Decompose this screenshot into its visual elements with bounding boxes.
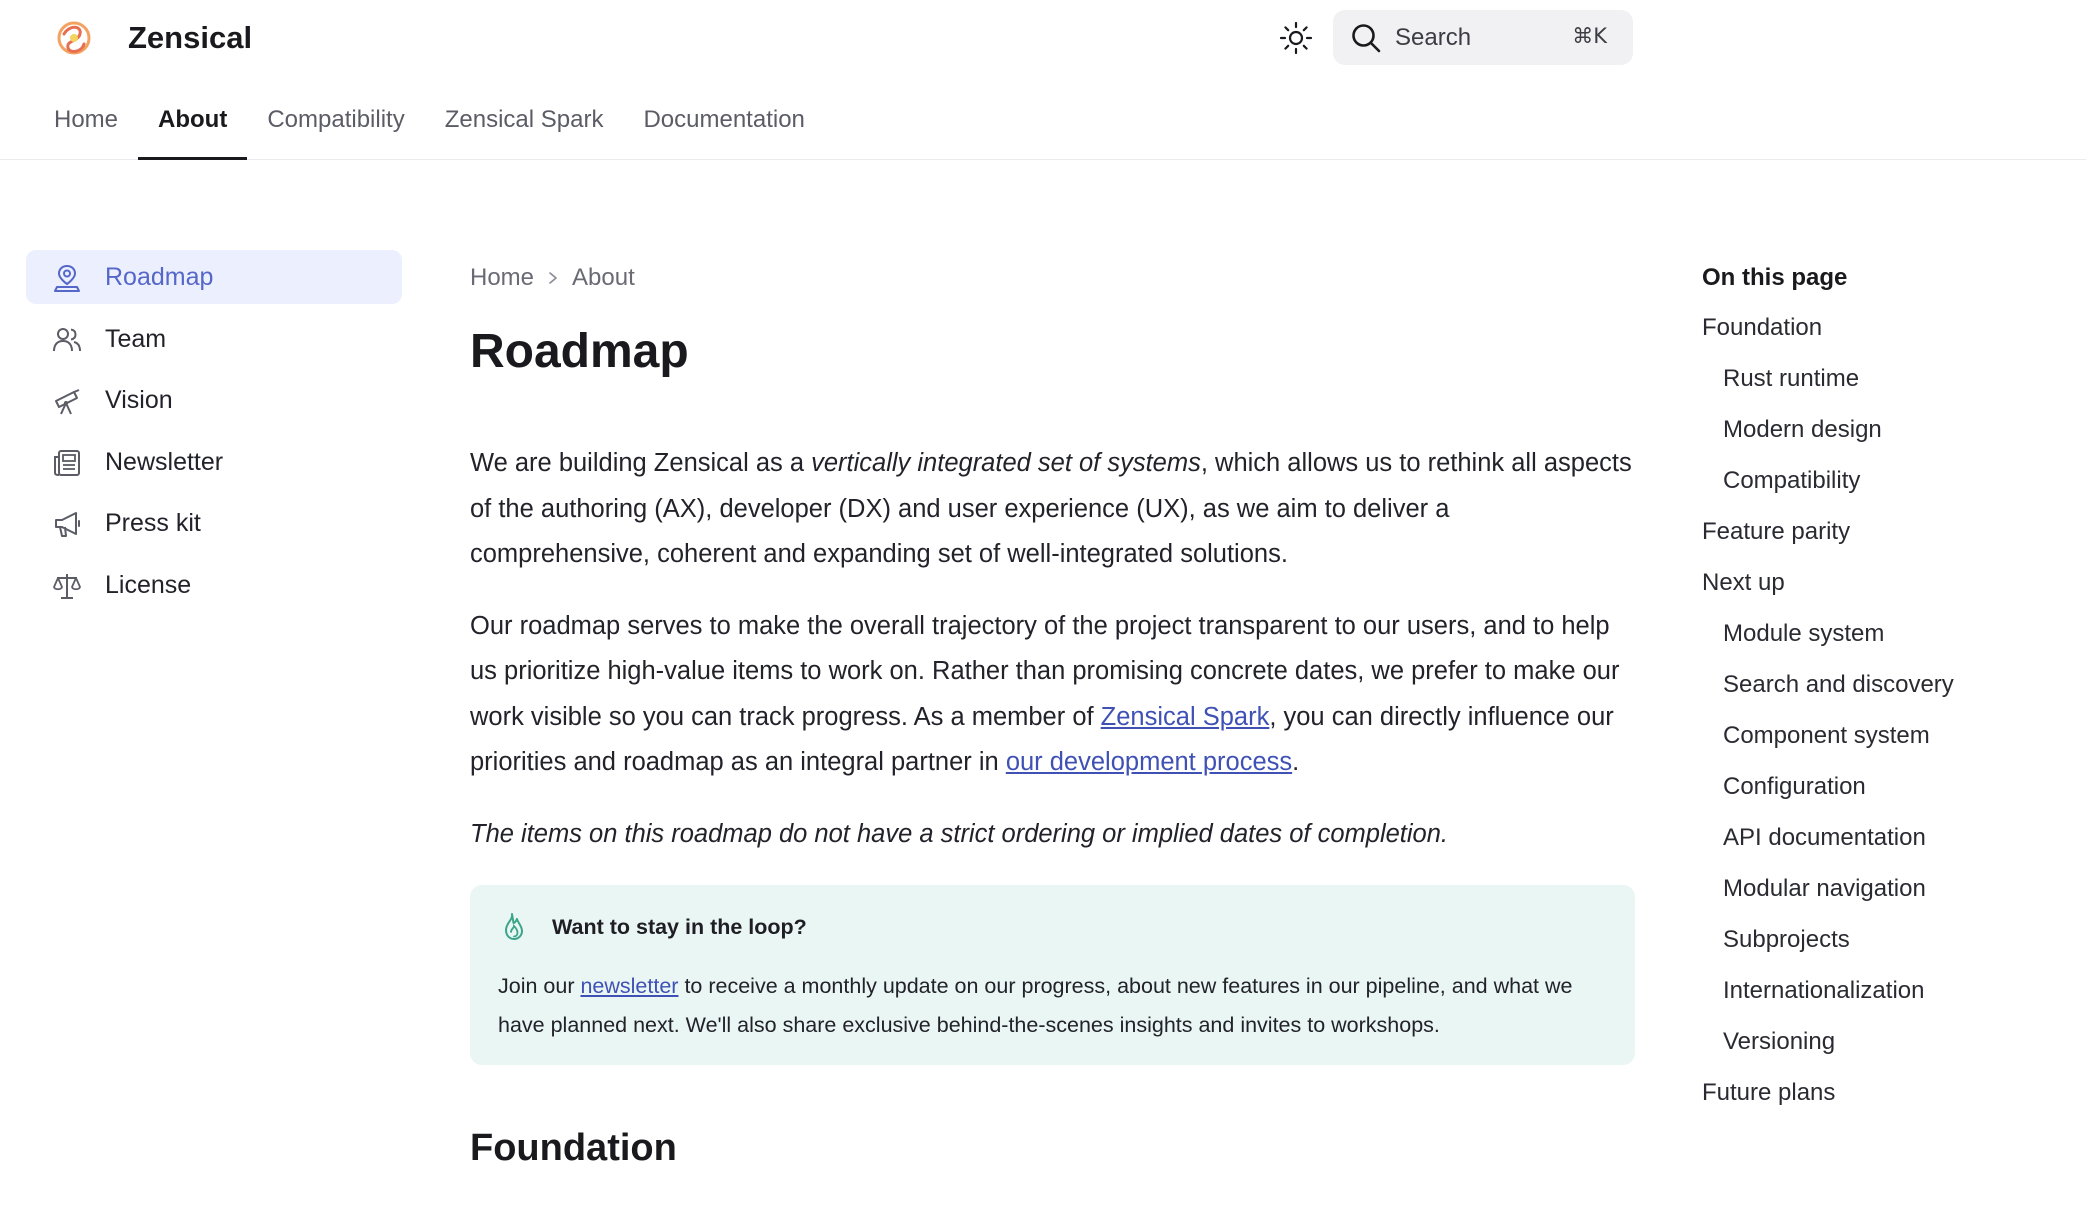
sidebar-item-newsletter[interactable] xyxy=(26,435,402,489)
sidebar-item-label: Roadmap xyxy=(105,263,214,291)
sidebar-item-label: Press kit xyxy=(105,509,201,537)
toc-item-compatibility[interactable]: Compatibility xyxy=(1723,467,1861,494)
sidebar-item-label: Vision xyxy=(105,386,173,414)
sidebar-item-label: License xyxy=(105,570,192,599)
breadcrumb-home[interactable]: Home xyxy=(470,264,535,291)
top-nav-tabs xyxy=(34,88,825,160)
toc-item-versioning[interactable]: Versioning xyxy=(1723,1028,1836,1055)
table-of-contents xyxy=(1702,254,2062,1118)
newsletter-link[interactable]: newsletter xyxy=(580,974,679,998)
text: We are building Zensical as a xyxy=(470,449,812,477)
main-content xyxy=(470,250,1635,1173)
toc-item-future-plans[interactable]: Future plans xyxy=(1702,1079,1836,1106)
sidebar-item-vision[interactable] xyxy=(26,373,402,427)
site-title[interactable]: Zensical xyxy=(128,20,253,55)
text: , which allows us to rethink all aspects of the authoring (AX), developer (DX) and user experience (UX), as we aim to deliver a comprehensive, coherent and expanding set of well-integrated solutions. xyxy=(470,449,1632,568)
sidebar-item-license[interactable] xyxy=(26,558,402,612)
toc-item-feature-parity[interactable]: Feature parity xyxy=(1702,518,1851,545)
sidebar-nav xyxy=(26,250,402,619)
newsletter-callout xyxy=(470,885,1635,1065)
page-title: Roadmap xyxy=(470,325,689,378)
emphasis-text: vertically integrated set of systems xyxy=(811,449,1201,477)
telescope-icon xyxy=(52,386,82,416)
roadmap-paragraph xyxy=(470,604,1635,786)
toc-title: On this page xyxy=(1702,264,1848,291)
toc-item-module-system[interactable]: Module system xyxy=(1723,620,1885,647)
text: . xyxy=(1292,748,1300,776)
theme-toggle-button[interactable] xyxy=(1276,18,1316,58)
top-header xyxy=(0,0,2086,160)
text: to receive a monthly update on our progress, about new features in our pipeline, and what we have planned next. We'll also share exclusive behind-the-scenes insights and invites to workshops. xyxy=(498,974,1573,1037)
flame-icon xyxy=(498,911,530,943)
toc-item-modern-design[interactable]: Modern design xyxy=(1723,416,1882,443)
tab-documentation[interactable]: Documentation xyxy=(643,106,805,133)
toc-item-api-documentation[interactable]: API documentation xyxy=(1723,824,1926,851)
intro-paragraph xyxy=(470,441,1635,578)
toc-item-next-up[interactable]: Next up xyxy=(1702,569,1785,596)
toc-item-search-and-discovery[interactable]: Search and discovery xyxy=(1723,671,1954,698)
ordering-note: The items on this roadmap do not have a strict ordering or implied dates of completion. xyxy=(470,819,1449,848)
breadcrumb-about[interactable]: About xyxy=(572,264,635,291)
toc-item-rust-runtime[interactable]: Rust runtime xyxy=(1723,365,1860,392)
zensical-spark-link[interactable]: Zensical Spark xyxy=(1100,702,1270,731)
text: Our roadmap serves to make the overall trajectory of the project transparent to our users, and to help us prioritize high-value items to work on. Rather than promising concrete dates, we prefer to make our work visible so you can track progress. As a member of xyxy=(470,611,1620,731)
text: Join our xyxy=(498,974,581,998)
tab-about[interactable]: About xyxy=(138,88,247,160)
scale-icon xyxy=(52,571,82,601)
toc-item-modular-navigation[interactable]: Modular navigation xyxy=(1723,875,1926,902)
sidebar-item-label: Team xyxy=(105,324,167,353)
users-icon xyxy=(52,325,82,355)
sidebar-item-roadmap[interactable] xyxy=(26,250,402,304)
chevron-right-icon xyxy=(546,271,560,285)
callout-title: Want to stay in the loop? xyxy=(552,915,807,939)
newspaper-icon xyxy=(52,448,82,478)
search-button[interactable] xyxy=(1333,10,1633,65)
sidebar-item-team[interactable] xyxy=(26,312,402,366)
tab-home[interactable]: Home xyxy=(54,106,119,133)
text: , you can directly influence our priorities and roadmap as an integral partner in xyxy=(470,702,1614,776)
toc-item-component-system[interactable]: Component system xyxy=(1723,722,1930,749)
toc-item-foundation[interactable]: Foundation xyxy=(1702,314,1823,341)
section-heading-foundation: Foundation xyxy=(470,1127,677,1169)
sidebar-item-press-kit[interactable] xyxy=(26,496,402,550)
sidebar-item-label: Newsletter xyxy=(105,447,224,476)
development-process-link[interactable]: our development process xyxy=(1005,748,1293,776)
sun-icon xyxy=(1279,21,1313,55)
search-label: Search xyxy=(1395,23,1472,51)
map-pin-icon xyxy=(52,263,82,293)
tab-zensical-spark[interactable]: Zensical Spark xyxy=(444,106,604,133)
toc-item-configuration[interactable]: Configuration xyxy=(1723,773,1866,800)
zensical-logo-icon[interactable] xyxy=(52,16,96,60)
megaphone-icon xyxy=(52,509,82,539)
search-icon xyxy=(1349,21,1383,55)
toc-item-internationalization[interactable]: Internationalization xyxy=(1723,977,1925,1004)
toc-item-subprojects[interactable]: Subprojects xyxy=(1723,926,1850,953)
search-shortcut: ⌘K xyxy=(1572,24,1607,48)
tab-compatibility[interactable]: Compatibility xyxy=(267,106,405,133)
breadcrumb xyxy=(470,250,1635,306)
callout-body xyxy=(498,967,1618,1045)
